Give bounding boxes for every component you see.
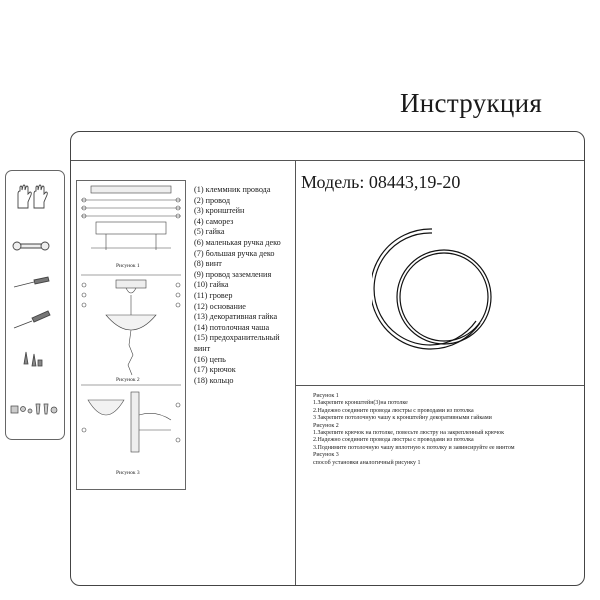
parts-list-item: (8) винт [194, 259, 222, 269]
divider [295, 160, 296, 585]
figure-1-label: Рисунок 1 [116, 263, 140, 269]
instruction-line: 2.Надежно соедините провода люстры с проводами из потолка [313, 437, 474, 444]
parts-list-item: (9) провод заземления [194, 269, 272, 279]
figure-2-label: Рисунок 2 [116, 377, 140, 383]
instruction-line: 3.Поднимите потолочную чашу вплотную к потолку и завинсируйте ее винтом [313, 444, 515, 451]
connectors-icon [11, 404, 57, 414]
parts-list-item: (15) предохранительный [194, 333, 280, 343]
screws-icon [24, 352, 42, 366]
instructions-text [313, 393, 578, 467]
gloves-icon [18, 185, 47, 208]
model-number: Модель: 08443,19-20 [301, 172, 461, 192]
parts-list-item: (5) гайка [194, 227, 225, 237]
parts-list-item: (14) потолочная чаша [194, 322, 270, 332]
instruction-line: 1.Закрепите кронштейн(3)на потолке [313, 400, 408, 407]
parts-list-item: (3) кронштейн [194, 206, 245, 216]
tools-icons [10, 180, 60, 430]
instruction-line: Рисунок 1 [313, 393, 339, 399]
parts-list-item: (17) крючок [194, 365, 236, 375]
screwdriver-alt-icon [14, 311, 50, 328]
parts-list-item: винт [194, 343, 211, 353]
parts-list-item: (13) декоративная гайка [194, 312, 278, 322]
wrench-icon [13, 242, 49, 250]
parts-list-item: (16) цепь [194, 354, 226, 364]
diagram-drawings [76, 180, 186, 490]
page-title: Инструкция [400, 88, 543, 118]
parts-list-item: (1) клеммник провода [194, 185, 271, 194]
parts-list [194, 185, 294, 386]
parts-list-item: (12) основание [194, 301, 246, 311]
parts-list-item: (11) гровер [194, 290, 233, 300]
instruction-line: Рисунок 2 [313, 422, 339, 429]
instruction-line: 3 Закрепите потолочную чашу к кронштейну декоративными гайками [313, 415, 492, 422]
product-illustration [372, 225, 502, 350]
parts-list-item: (4) саморез [194, 216, 234, 226]
divider [295, 385, 584, 386]
parts-list-item: (7) большая ручка деко [194, 248, 275, 258]
screwdriver-icon [14, 277, 49, 287]
instruction-line: Рисунок 3 [313, 452, 339, 459]
parts-list-item: (2) провод [194, 195, 230, 205]
parts-list-item: (18) кольцо [194, 375, 234, 385]
figure-3-label: Рисунок 3 [116, 470, 140, 476]
instruction-line: 1.Закрепите крючок на потолке, повесьте люстру на закрепленный крючок [313, 430, 505, 437]
divider [71, 160, 584, 161]
instruction-line: 2.Надежно соедините провода люстры с проводами из потолка [313, 407, 474, 414]
parts-list-item: (6) маленькая ручка деко [194, 237, 281, 247]
instruction-line: способ установки аналогичный рисунку 1 [313, 459, 421, 466]
parts-list-item: (10) гайка [194, 280, 229, 290]
